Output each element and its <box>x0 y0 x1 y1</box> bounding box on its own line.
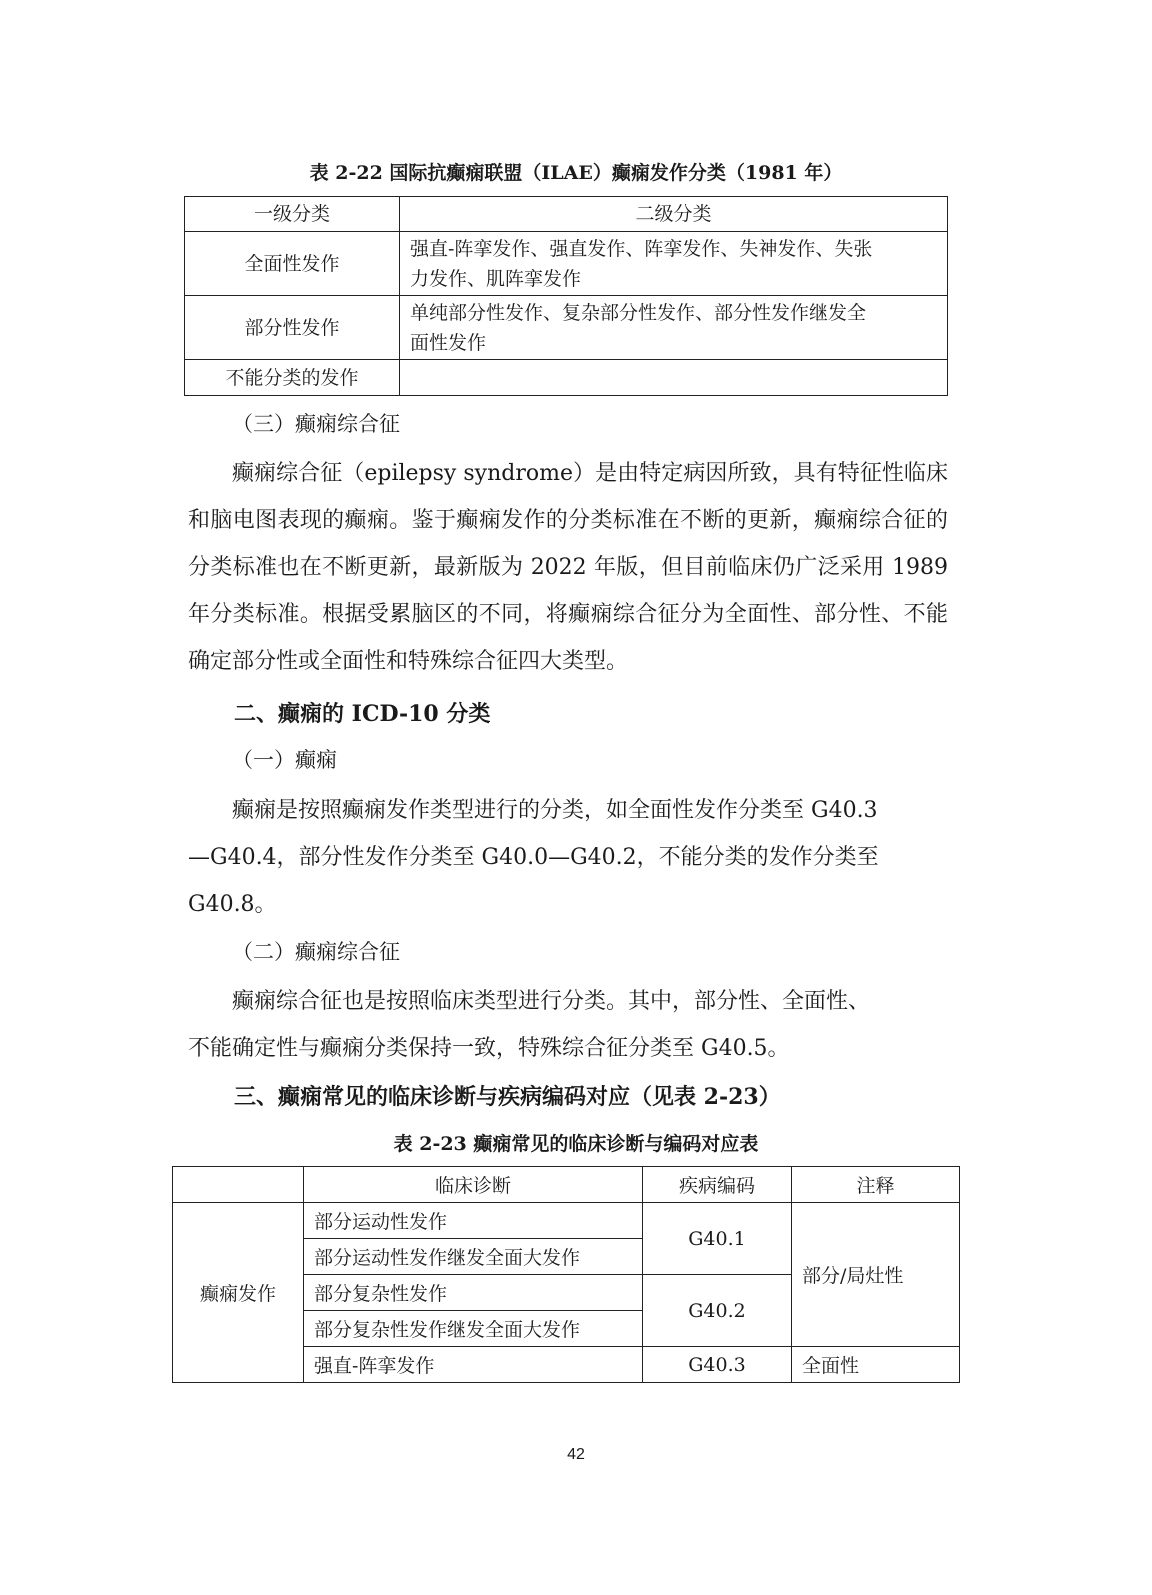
paragraph-epilepsy-line1: 癫痫是按照癫痫发作类型进行的分类，如全面性发作分类至 G40.3 <box>232 798 878 823</box>
heading-icd10: 二、癫痫的 ICD-10 分类 <box>234 701 491 727</box>
paragraph-syndrome-line2: 不能确定性与癫痫分类保持一致，特殊综合征分类至 G40.5。 <box>188 1036 790 1061</box>
table-row <box>173 1167 960 1203</box>
page-number: 42 <box>567 1446 585 1463</box>
table1-header-level2: 二级分类 <box>400 197 948 232</box>
table2 <box>172 1166 960 1383</box>
table2-diagnosis: 强直-阵挛发作 <box>304 1347 643 1383</box>
table2-caption: 表 2-23 癫痫常见的临床诊断与编码对应表 <box>393 1133 759 1155</box>
paragraph-epilepsy-line3: G40.8。 <box>188 892 277 917</box>
table1-cell-level1: 不能分类的发作 <box>185 360 400 396</box>
table1-header-level1: 一级分类 <box>185 197 400 232</box>
table2-header-diagnosis: 临床诊断 <box>304 1167 643 1203</box>
table1-cell-level2: 强直-阵挛发作、强直发作、阵挛发作、失神发作、失张 力发作、肌阵挛发作 <box>400 232 948 296</box>
table-row <box>185 360 948 396</box>
table2-group-cell: 癫痫发作 <box>173 1203 304 1383</box>
table1-cell-level2: 单纯部分性发作、复杂部分性发作、部分性发作继发全 面性发作 <box>400 296 948 360</box>
table2-note: 全面性 <box>792 1347 960 1383</box>
paragraph-epilepsy-line2: —G40.4，部分性发作分类至 G40.0—G40.2，不能分类的发作分类至 <box>188 845 879 870</box>
table2-diagnosis: 部分复杂性发作继发全面大发作 <box>304 1311 643 1347</box>
table2-diagnosis: 部分运动性发作继发全面大发作 <box>304 1239 643 1275</box>
table2-header-code: 疾病编码 <box>643 1167 792 1203</box>
table2-diagnosis: 部分复杂性发作 <box>304 1275 643 1311</box>
table1-cell-level1: 全面性发作 <box>185 232 400 296</box>
table1-cell-level1: 部分性发作 <box>185 296 400 360</box>
table2-header-blank <box>173 1167 304 1203</box>
table1-caption: 表 2-22 国际抗癫痫联盟（ILAE）癫痫发作分类（1981 年） <box>309 162 843 184</box>
paragraph-syndrome-line1: 癫痫综合征也是按照临床类型进行分类。其中，部分性、全面性、 <box>232 989 871 1014</box>
table-row <box>173 1203 960 1239</box>
table2-header-note: 注释 <box>792 1167 960 1203</box>
table2-code: G40.1 <box>643 1203 792 1275</box>
table2-code: G40.3 <box>643 1347 792 1383</box>
table2-diagnosis: 部分运动性发作 <box>304 1203 643 1239</box>
table1 <box>184 196 948 396</box>
table2-note: 部分/局灶性 <box>792 1203 960 1347</box>
table1-cell-level2 <box>400 360 948 396</box>
table-row <box>185 296 948 360</box>
subheading-epilepsy: （一）癫痫 <box>232 748 337 772</box>
section-subheading-3: （三）癫痫综合征 <box>232 412 400 436</box>
table2-code: G40.2 <box>643 1275 792 1347</box>
paragraph-epilepsy-syndrome: 癫痫综合征（epilepsy syndrome）是由特定病因所致，具有特征性临床和脑电图表现的癫痫。鉴于癫痫发作的分类标准在不断的更新，癫痫综合征的分类标准也在不断更新，最新版为 2022 年版，但目前临床仍广泛采用 1989 年分类标准。根据受累脑区的不同，将癫痫综合征分为全面性、部分性、不能确定部分性或全面性和特殊综合征四大类型。 <box>188 461 948 674</box>
heading-diagnosis-codes: 三、癫痫常见的临床诊断与疾病编码对应（见表 2-23） <box>234 1084 781 1110</box>
subheading-syndrome: （二）癫痫综合征 <box>232 940 400 964</box>
table-row <box>185 232 948 296</box>
